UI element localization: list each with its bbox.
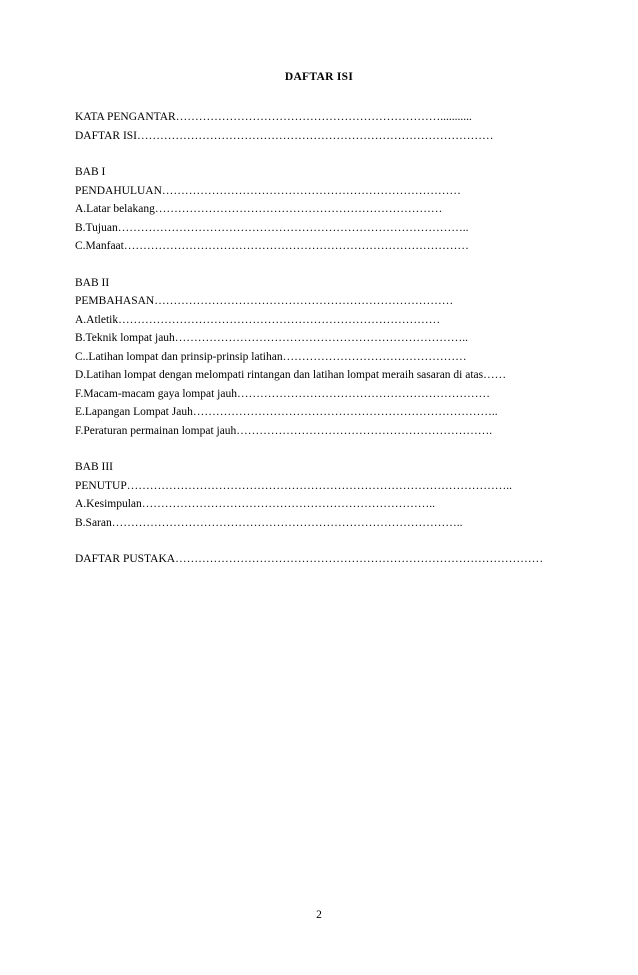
page-title: DAFTAR ISI [284,71,354,83]
toc-entry-tujuan: B.Tujuan……………………………………………………………………………….. [75,221,469,234]
toc-entry-latihan-rintangan: D.Latihan lompat dengan melompati rintangan dan latihan lompat meraih sasaran di atas…… [75,369,507,381]
bab3-heading: BAB III [75,461,114,473]
toc-entry-atletik: A.Atletik………………………………………………………………………… [75,313,441,326]
toc-entry-teknik-lompat-jauh: B.Teknik lompat jauh………………………………………………………………….. [75,332,469,344]
toc-entry-pembahasan: PEMBAHASAN…………………………………………………………………… [75,295,454,307]
toc-entry-macam-gaya: F.Macam-macam gaya lompat jauh………………………………………………………… [75,387,490,400]
toc-entry-latar-belakang: A.Latar belakang………………………………………………………………… [75,203,443,215]
section-gap [75,440,575,458]
toc-entry-lapangan: E.Lapangan Lompat Jauh…………………………………………………………………….. [75,406,498,418]
toc-entry-peraturan: F.Peraturan permainan lompat jauh…………………………………………………………. [75,424,493,437]
page-number: 2 [316,909,322,921]
section-gap [75,256,575,274]
section-gap [75,145,575,163]
toc-entry-kata-pengantar: KATA PENGANTAR……………………………………………………………........... [75,111,472,123]
bab1-heading: BAB I [75,166,106,178]
toc-entry-penutup: PENUTUP……………………………………………………………………………………….. [75,479,513,492]
section-gap [75,532,575,550]
toc-entry-manfaat: C.Manfaat……………………………………………………………………………… [75,240,469,252]
bab2-heading: BAB II [75,276,110,289]
toc-entry-pendahuluan: PENDAHULUAN…………………………………………………………………… [75,184,461,197]
toc-entry-daftar-pustaka: DAFTAR PUSTAKA…………………………………………………………………………………… [75,553,544,565]
table-of-contents [75,108,575,569]
toc-entry-kesimpulan: A.Kesimpulan………………………………………………………………….. [75,498,436,510]
toc-entry-latihan-lompat: C..Latihan lompat dan prinsip-prinsip latihan………………………………………… [75,350,467,363]
toc-entry-daftar-isi: DAFTAR ISI………………………………………………………………………………… [75,129,494,142]
toc-entry-saran: B.Saran……………………………………………………………………………….. [75,516,463,529]
